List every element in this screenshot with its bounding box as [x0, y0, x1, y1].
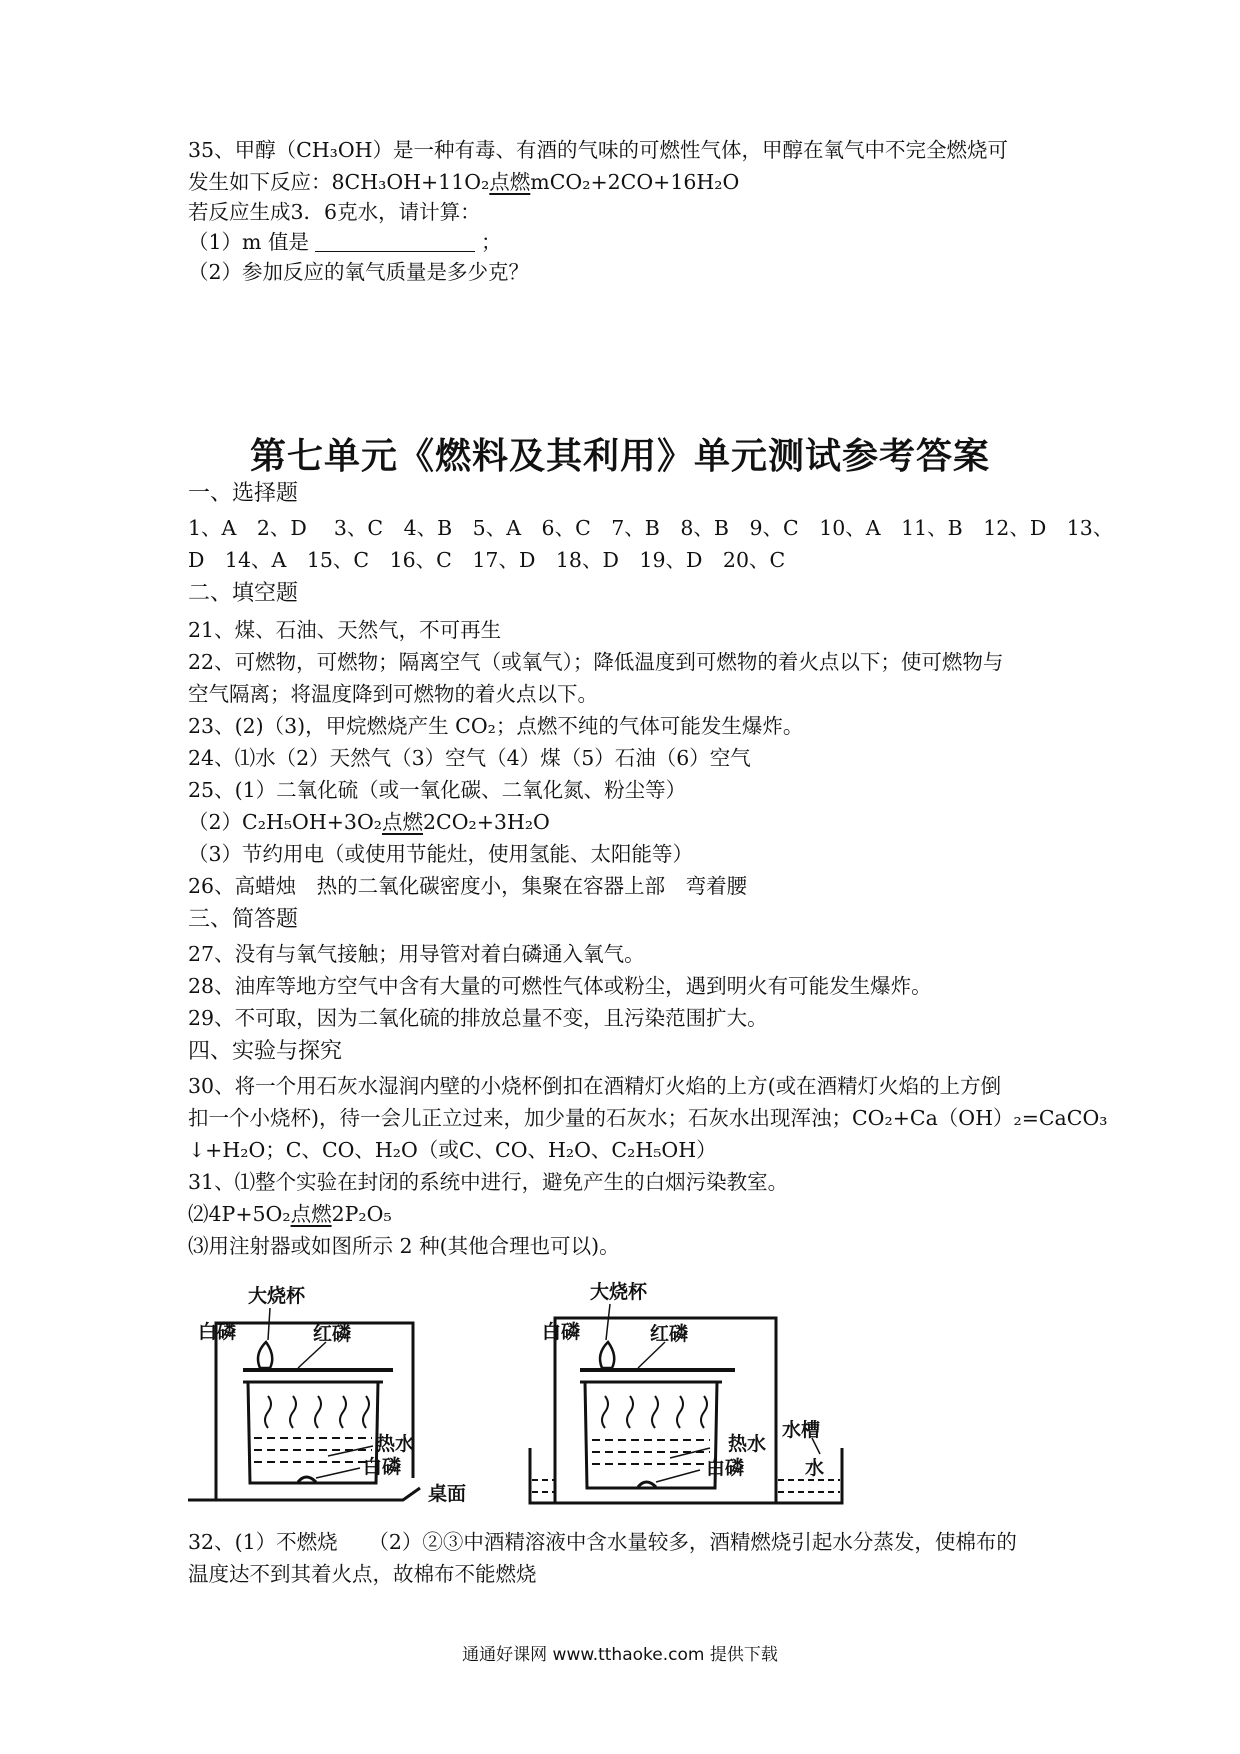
label-big-beaker: 大烧杯	[248, 1285, 306, 1307]
label-big-beaker: 大烧杯	[590, 1281, 648, 1303]
answer-25-line2	[188, 806, 1068, 838]
answer-32-line1: 32、(1）不燃烧 （2）②③中酒精溶液中含水量较多，酒精燃烧引起水分蒸发，使棉布的	[188, 1530, 1017, 1554]
choice-answers-line1: 1、A 2、D 3、C 4、B 5、A 6、C 7、B 8、B 9、C 10、A 11、B 12、D 13、	[188, 516, 1114, 540]
label-hot-water: 热水	[728, 1433, 767, 1455]
answer-25-line3: （3）节约用电（或使用节能灶，使用氢能、太阳能等）	[188, 842, 694, 866]
answer-29: 29、不可取，因为二氧化硫的排放总量不变，且污染范围扩大。	[188, 1006, 768, 1030]
answer-30-line3: ↓+H₂O；C、CO、H₂O（或C、CO、H₂O、C₂H₅OH）	[188, 1138, 717, 1162]
label-white-phosphorus-2: 白磷	[706, 1457, 745, 1479]
q35-equation-right: mCO₂+2CO+16H₂O	[530, 170, 740, 194]
label-white-phosphorus: 白磷	[198, 1321, 237, 1343]
label-red-phosphorus: 红磷	[650, 1323, 689, 1345]
experiment-figure-1	[188, 1278, 488, 1523]
q35-line1: 35、甲醇（CH₃OH）是一种有毒、有酒的气味的可燃性气体，甲醇在氧气中不完全燃烧可	[188, 138, 1009, 162]
answer-25-line1: 25、(1）二氧化硫（或一氧化碳、二氧化氮、粉尘等）	[188, 778, 687, 802]
q35-equation-left: 发生如下反应：8CH₃OH+11O₂	[188, 170, 490, 194]
q35-line2	[188, 166, 1068, 198]
label-hot-water: 热水	[376, 1433, 415, 1455]
q35-line4	[188, 226, 1068, 258]
q35-condition: 点燃	[489, 170, 531, 194]
choice-answers-line2: D 14、A 15、C 16、C 17、D 18、D 19、D 20、C	[188, 548, 786, 572]
answer-26: 26、高蜡烛 热的二氧化碳密度小，集聚在容器上部 弯着腰	[188, 874, 748, 898]
q35-line5: （2）参加反应的氧气质量是多少克？	[188, 260, 530, 284]
answer-21: 21、煤、石油、天然气，不可再生	[188, 618, 502, 642]
answer-22-line1: 22、可燃物，可燃物；隔离空气（或氧气）；降低温度到可燃物的着火点以下；使可燃物与	[188, 650, 1004, 674]
q35-sub1-label: （1）m 值是	[188, 230, 309, 254]
answer-32-line2: 温度达不到其着火点，故棉布不能燃烧	[188, 1562, 537, 1586]
answer-28: 28、油库等地方空气中含有大量的可燃性气体或粉尘，遇到明火有可能发生爆炸。	[188, 974, 932, 998]
page-title: 第七单元《燃料及其利用》单元测试参考答案	[249, 436, 990, 477]
section-heading-fill: 二、填空题	[188, 581, 299, 606]
answer-31-line3: ⑶用注射器或如图所示 2 种(其他合理也可以)。	[188, 1234, 620, 1258]
label-water-trough: 水槽	[782, 1419, 821, 1441]
label-white-phosphorus-2: 白磷	[363, 1456, 402, 1478]
answer-30-line1: 30、将一个用石灰水湿润内壁的小烧杯倒扣在酒精灯火焰的上方(或在酒精灯火焰的上方倒	[188, 1074, 1002, 1098]
section-heading-choice: 一、选择题	[188, 481, 299, 506]
answer-23: 23、(2)（3)，甲烷燃烧产生 CO₂；点燃不纯的气体可能发生爆炸。	[188, 714, 804, 738]
section-heading-experiment: 四、实验与探究	[188, 1039, 343, 1064]
answer-25-equation-right: 2CO₂+3H₂O	[422, 810, 550, 834]
answer-24: 24、⑴水（2）天然气（3）空气（4）煤（5）石油（6）空气	[188, 746, 751, 770]
q35-sub1-end: ；	[481, 230, 502, 254]
experiment-figure-2	[520, 1278, 850, 1523]
answer-31-equation-right: 2P₂O₅	[331, 1202, 392, 1226]
page-footer: 通通好课网 www.tthaoke.com 提供下载	[462, 1645, 778, 1665]
answer-30-line2: 扣一个小烧杯)，待一会儿正立过来，加少量的石灰水；石灰水出现浑浊；CO₂+Ca（OH）₂=CaCO₃	[188, 1106, 1108, 1130]
label-white-phosphorus: 白磷	[542, 1321, 581, 1343]
label-red-phosphorus: 红磷	[313, 1323, 352, 1345]
answer-31-condition: 点燃	[290, 1202, 332, 1226]
answer-blank	[315, 229, 475, 252]
answer-22-line2: 空气隔离；将温度降到可燃物的着火点以下。	[188, 682, 598, 706]
answer-25-equation-left: （2）C₂H₅OH+3O₂	[188, 810, 382, 834]
answer-31-line2	[188, 1198, 1068, 1230]
answer-27: 27、没有与氧气接触；用导管对着白磷通入氧气。	[188, 942, 645, 966]
answer-31-equation-left: ⑵4P+5O₂	[188, 1202, 291, 1226]
section-heading-short: 三、简答题	[188, 907, 299, 932]
label-table: 桌面	[428, 1483, 467, 1505]
answer-31-line1: 31、⑴整个实验在封闭的系统中进行，避免产生的白烟污染教室。	[188, 1170, 789, 1194]
q35-line3: 若反应生成3．6克水，请计算：	[188, 200, 481, 224]
label-water: 水	[805, 1457, 825, 1479]
answer-25-condition: 点燃	[381, 810, 423, 834]
